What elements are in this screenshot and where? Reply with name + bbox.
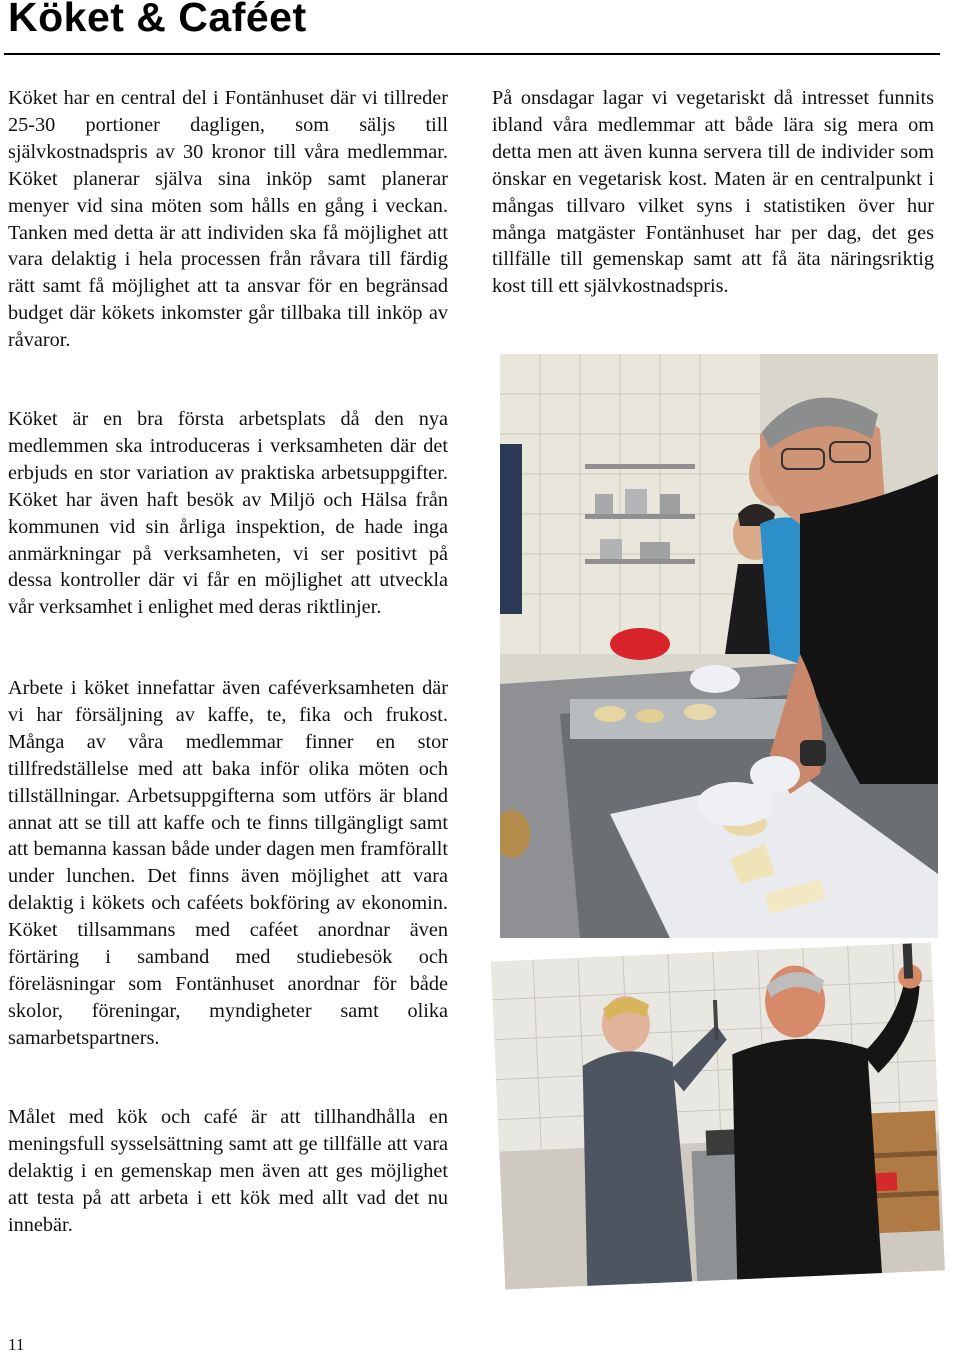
kitchen-workers-cutting-photo <box>500 354 938 938</box>
goal-paragraph: Målet med kök och café är att tillhandhålla en meningsfull sysselsättning samt att ge tillfälle att vara delaktig i en gemenskap men även att ges möjlighet att testa på att arbeta i ett kök med allt vad det nu innebär. <box>8 1106 448 1236</box>
page-title: Köket & Caféet <box>8 0 307 40</box>
kitchen-intro-paragraph: Köket har en central del i Fontänhuset där vi tillreder 25-30 portioner dagligen, som säljs till självkostnadspris av 30 kronor till våra medlemmar. Köket planerar själva sina inköp samt planerar menyer vid sina möten som hålls en gång i veckan. Tanken med detta är att individen ska få möjlighet att vara delaktig i hela processen från råvara till färdig rätt samt få möjlighet att ta ansvar för en begränsad budget där kökets inkomster går tillbaka till inköp av råvaror. <box>8 87 448 352</box>
cooks-with-knives-photo <box>480 930 958 1302</box>
vegetarian-paragraph: På onsdagar lagar vi vegetariskt då intresset funnits ibland våra medlemmar att både lära sig mera om detta men att även kunna servera till de individer som önskar en vegetarisk kost. Maten är en centralpunkt i mångas tillvaro vilket syns i statistiken över hur många matgäster Fontänhuset har per dag, det ges tillfälle till gemenskap samt att få äta näringsriktig kost till ett självkostnadspris. <box>492 87 934 298</box>
cafe-work-paragraph: Arbete i köket innefattar även caféverksamheten där vi har försäljning av kaffe, te, fika och frukost. Många av våra medlemmar finner en stor tillfredställelse med att baka inför olika möten och tillställningar. Arbetsuppgifterna som utförs är bland annat att se till att kaffe och te finns tillgängligt samt att bemanna kassan både under dagen men framförallt under lunchen. Det finns även möjlighet att vara delaktig i kökets och caféets bokföring av ekonomin. Köket tillsammans med caféet anordnar även förtäring i samband med studiebesök och föreläsningar som Fontänhuset anordnar för både skolor, föreningar, myndigheter samt olika samarbetspartners. <box>8 677 448 1049</box>
page-number: 11 <box>8 1335 25 1354</box>
title-divider <box>4 53 940 55</box>
first-workplace-paragraph: Köket är en bra första arbetsplats då den nya medlemmen ska introduceras i verksamheten där det erbjuds en stor variation av praktiska arbetsuppgifter. Köket har även haft besök av Miljö och Hälsa från kommunen vid sin årliga inspektion, de hade inga anmärkningar på verksamheten, vi ser positivt på dessa kontroller där vi får en möjlighet att utveckla vår verksamhet i enlighet med deras riktlinjer. <box>8 408 448 619</box>
